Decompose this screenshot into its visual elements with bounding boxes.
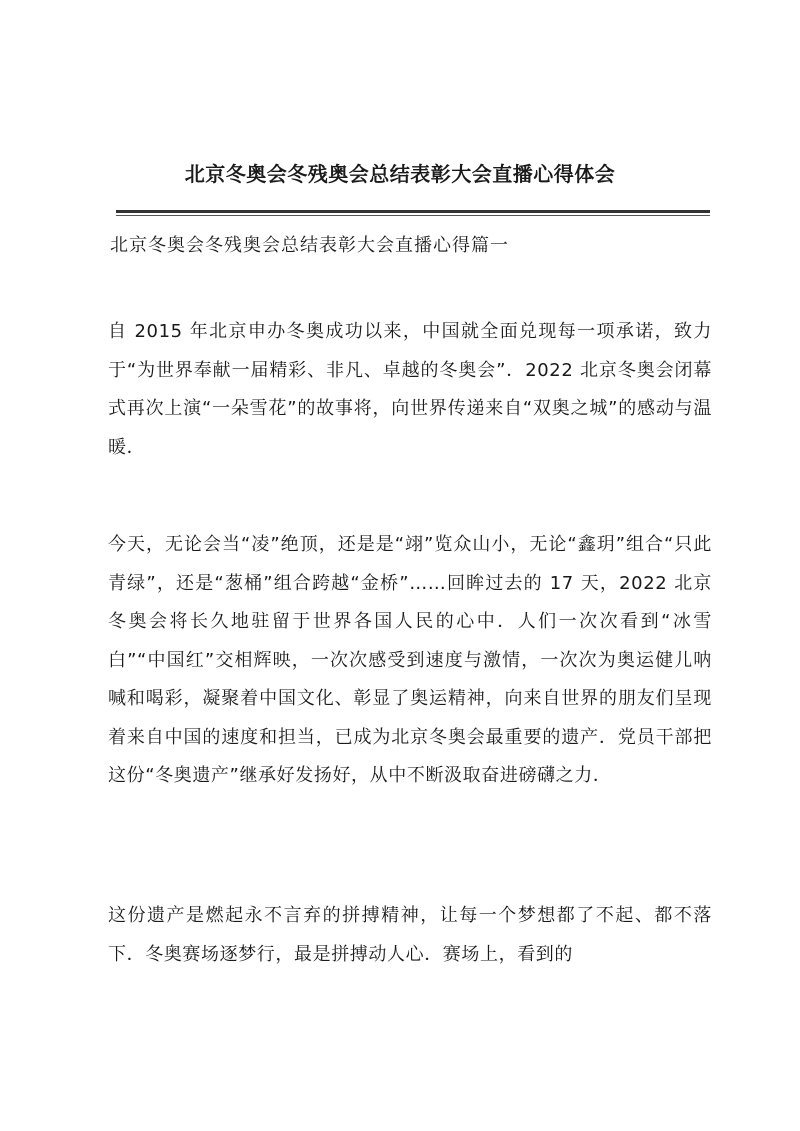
title-divider-thin [116,215,710,216]
section-subtitle: 北京冬奥会冬残奥会总结表彰大会直播心得篇一 [110,235,509,256]
paragraph-1: 自 2015 年北京申办冬奥成功以来，中国就全面兑现每一项承诺，致力于“为世界奉献一届精彩、非凡、卓越的冬奥会”．2022 北京冬奥会闭幕式再次上演“一朵雪花”的故事将，向世界传递来自“双奥之城”的感动与温暖． [108,321,712,458]
document-title: 北京冬奥会冬残奥会总结表彰大会直播心得体会 [184,162,616,186]
paragraph-2: 今天，无论会当“凌”绝顶，还是是“翊”览众山小，无论“鑫玥”组合“只此青绿”，还是“葱桶”组合跨越“金桥”……回眸过去的 17 天，2022 北京冬奥会将长久地驻留于世界各国人民的心中．人们一次次看到“冰雪白”“中国红”交相辉映，一次次感受到速度与激情，一次次为奥运健儿呐喊和喝彩，凝聚着中国文化、彰显了奥运精神，向来自世界的朋友们呈现着来自中国的速度和担当，已成为北京冬奥会最重要的遗产．党员干部把这份“冬奥遗产”继承好发扬好，从中不断汲取奋进磅礴之力． [108,534,712,786]
title-divider-thick [116,210,710,213]
paragraph-3: 这份遗产是燃起永不言弃的拼搏精神，让每一个梦想都了不起、都不落下．冬奥赛场逐梦行，最是拼搏动人心．赛场上，看到的 [108,905,712,965]
